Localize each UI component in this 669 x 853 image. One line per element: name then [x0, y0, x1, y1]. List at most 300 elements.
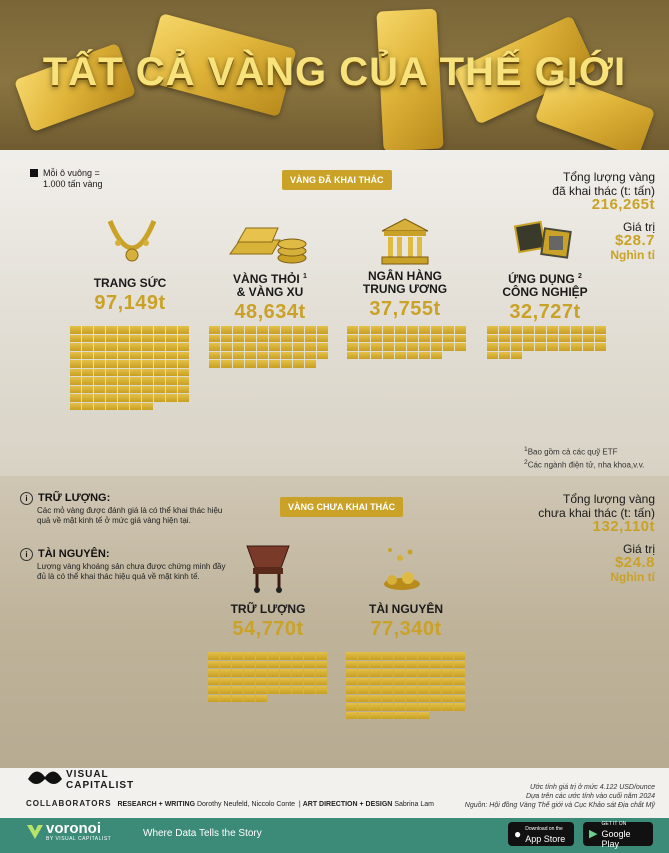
gold-square [106, 343, 117, 351]
gold-square [244, 678, 255, 686]
footnote-1: Bao gồm cả các quỹ ETF [527, 447, 618, 457]
gold-square [346, 686, 357, 694]
gold-square [70, 403, 81, 411]
gold-square [358, 703, 369, 711]
gold-square [257, 335, 268, 343]
unmined-value-amount: $24.8 [614, 554, 655, 571]
gold-square [232, 678, 243, 686]
gold-square [346, 678, 357, 686]
gold-square [394, 661, 405, 669]
mined-pill: VÀNG ĐÃ KHAI THÁC [282, 170, 392, 190]
gold-square [430, 661, 441, 669]
mine-cart-icon [243, 542, 293, 594]
gold-square [257, 343, 268, 351]
bank-icon [380, 217, 430, 267]
gold-square [499, 352, 510, 360]
category-value: 48,634t [234, 301, 306, 323]
legend-square-icon [30, 169, 38, 177]
gold-square [316, 686, 327, 694]
gold-square [208, 661, 219, 669]
gold-square [244, 695, 255, 703]
gold-square [245, 326, 256, 334]
gold-square [70, 394, 81, 402]
gold-square [370, 669, 381, 677]
voronoi-wordmark: voronoi [46, 820, 101, 837]
gold-square [232, 669, 243, 677]
gold-square [419, 343, 430, 351]
gold-square [370, 712, 381, 720]
gold-square [142, 377, 153, 385]
gold-square [208, 669, 219, 677]
gold-square [142, 352, 153, 360]
source-notes [465, 783, 655, 810]
gold-square [130, 326, 141, 334]
gold-square [547, 343, 558, 351]
gold-square [94, 369, 105, 377]
gold-square [442, 678, 453, 686]
gold-square [358, 669, 369, 677]
gold-square [383, 343, 394, 351]
gold-square [595, 326, 606, 334]
voronoi-tagline: Where Data Tells the Story [143, 828, 262, 839]
info-heading: TRỮ LƯỢNG: [38, 492, 111, 504]
gold-square [280, 686, 291, 694]
gold-square [221, 335, 232, 343]
gold-square [220, 695, 231, 703]
category-label: VÀNG THỎI [233, 272, 300, 286]
gold-square [499, 343, 510, 351]
gold-square [455, 335, 466, 343]
gold-square [418, 652, 429, 660]
gold-square [431, 335, 442, 343]
gold-square [292, 678, 303, 686]
unmined-total-line1: Tổng lượng vàng [563, 492, 655, 506]
gold-square [359, 343, 370, 351]
gold-square [382, 695, 393, 703]
gold-square [118, 335, 129, 343]
gold-square [245, 343, 256, 351]
gold-square [256, 686, 267, 694]
gold-square [208, 695, 219, 703]
gold-square [154, 343, 165, 351]
gold-square [406, 661, 417, 669]
gold-square [419, 326, 430, 334]
gold-square [394, 669, 405, 677]
necklace-icon [104, 217, 160, 267]
gold-square [82, 369, 93, 377]
gold-square [154, 377, 165, 385]
gold-square [269, 352, 280, 360]
gold-square [346, 669, 357, 677]
gold-square [487, 343, 498, 351]
gold-square [142, 403, 153, 411]
gold-square [487, 326, 498, 334]
gold-square [431, 352, 442, 360]
chip-icon [513, 218, 573, 262]
mined-total-line2: đã khai thác (t: tấn) [552, 184, 655, 198]
square-grid-resources [346, 652, 465, 719]
gold-square [406, 712, 417, 720]
category-label: TRANG SỨC [93, 276, 167, 290]
gplay-small: GET IT ON [601, 821, 627, 827]
appstore-small: Download on the [525, 826, 563, 832]
gold-square [94, 386, 105, 394]
gold-square [304, 669, 315, 677]
category-label-line2: CÔNG NGHIỆP [502, 285, 588, 299]
gold-square [154, 335, 165, 343]
gold-square [209, 352, 220, 360]
gold-square [130, 403, 141, 411]
gold-square [523, 343, 534, 351]
gold-square [142, 369, 153, 377]
gold-square [209, 335, 220, 343]
gold-square [82, 394, 93, 402]
gold-square [454, 678, 465, 686]
gold-square [359, 352, 370, 360]
gold-square [70, 343, 81, 351]
visual-capitalist-brand [66, 769, 134, 791]
category-value: 37,755t [369, 298, 441, 320]
page-title: TẤT CẢ VÀNG CỦA THẾ GIỚI [42, 50, 627, 94]
gold-square [316, 669, 327, 677]
gold-square [154, 326, 165, 334]
gold-square [317, 335, 328, 343]
gold-square [233, 326, 244, 334]
gold-square [454, 695, 465, 703]
gold-square [142, 343, 153, 351]
gold-square [154, 369, 165, 377]
gold-square [305, 326, 316, 334]
app-store-button[interactable] [508, 822, 574, 846]
gold-square [257, 326, 268, 334]
info-icon: i [20, 548, 33, 561]
gold-square [418, 669, 429, 677]
gold-square [293, 352, 304, 360]
footnote-2: Các ngành điện tử, nha khoa,v.v. [527, 460, 645, 470]
unmined-total-value: 132,110t [592, 518, 655, 535]
gold-square [142, 360, 153, 368]
square-grid-central-banks [347, 326, 466, 359]
gold-square [347, 343, 358, 351]
gold-square [142, 326, 153, 334]
footnotes: $^1$Bao gồm cả các quỹ ETF $^2$Các ngành điện tử, nha khoa,v.v. [524, 446, 645, 470]
gold-square [442, 695, 453, 703]
gold-square [382, 669, 393, 677]
gold-square [358, 652, 369, 660]
gold-square [547, 326, 558, 334]
category-industrial [485, 270, 605, 324]
gold-square [418, 712, 429, 720]
gold-square [293, 360, 304, 368]
unmined-value-unit: Nghìn tỉ [610, 570, 655, 584]
gold-square [70, 352, 81, 360]
gold-square [130, 377, 141, 385]
gold-square [382, 712, 393, 720]
brand-line1: VISUAL [66, 769, 109, 780]
gold-square [418, 678, 429, 686]
gold-square [166, 369, 177, 377]
category-central-banks [345, 270, 465, 321]
gold-square [395, 343, 406, 351]
gold-square [511, 352, 522, 360]
gold-square [305, 335, 316, 343]
gold-square [245, 335, 256, 343]
gold-square [221, 360, 232, 368]
gold-square [233, 352, 244, 360]
unmined-total [538, 492, 655, 584]
gold-square [382, 678, 393, 686]
gold-square [178, 394, 189, 402]
category-value: 77,340t [370, 618, 442, 640]
gold-square [442, 652, 453, 660]
gold-square [106, 360, 117, 368]
info-resources [20, 548, 230, 582]
gold-square [209, 326, 220, 334]
gold-square [595, 343, 606, 351]
gold-square [406, 678, 417, 686]
category-label: ỨNG DỤNG [508, 272, 575, 286]
gold-square [559, 343, 570, 351]
source-line3: Nguồn: Hội đồng Vàng Thế giới và Cục Khảo sát Địa chất Mỹ [464, 802, 655, 809]
category-resources [346, 603, 466, 641]
gold-square [268, 686, 279, 694]
gold-square [595, 335, 606, 343]
mined-total-line1: Tổng lượng vàng [563, 170, 655, 184]
gold-square [280, 661, 291, 669]
gold-square [281, 360, 292, 368]
gold-square [316, 652, 327, 660]
gold-square [178, 352, 189, 360]
gold-square [430, 652, 441, 660]
gold-square [394, 712, 405, 720]
gold-square [454, 652, 465, 660]
info-reserves [20, 492, 230, 526]
gold-square [304, 661, 315, 669]
gold-square [178, 326, 189, 334]
gold-square [293, 343, 304, 351]
gplay-label: Google Play [601, 829, 631, 849]
category-label: NGÂN HÀNG [368, 269, 442, 283]
gold-square [178, 360, 189, 368]
gold-square [395, 352, 406, 360]
gold-square [130, 360, 141, 368]
gold-square [221, 343, 232, 351]
gold-square [571, 335, 582, 343]
gold-square [209, 343, 220, 351]
gold-square [280, 678, 291, 686]
gold-square [559, 335, 570, 343]
gold-square [94, 335, 105, 343]
gold-square [256, 695, 267, 703]
gold-square [208, 652, 219, 660]
gold-square [371, 343, 382, 351]
gold-square [256, 652, 267, 660]
gold-square [221, 352, 232, 360]
gold-square [370, 661, 381, 669]
unmined-total-line2: chưa khai thác (t: tấn) [538, 506, 655, 520]
gold-square [317, 343, 328, 351]
appstore-label: App Store [525, 834, 566, 844]
gold-square [370, 703, 381, 711]
gold-square [281, 326, 292, 334]
gold-square [166, 377, 177, 385]
gold-square [256, 678, 267, 686]
gold-square [118, 386, 129, 394]
gold-square [305, 343, 316, 351]
category-reserves [208, 603, 328, 641]
gold-square [232, 661, 243, 669]
gold-square [281, 343, 292, 351]
legend [30, 168, 103, 190]
gold-square [454, 661, 465, 669]
gold-square [233, 360, 244, 368]
category-bars-coins [210, 270, 330, 324]
gold-square [535, 343, 546, 351]
mined-value-amount: $28.7 [614, 232, 655, 249]
source-line1: Ước tính giá trị ở mức 4.122 USD/ounce [529, 784, 655, 791]
gold-square [106, 369, 117, 377]
gold-square [383, 352, 394, 360]
gold-square [316, 678, 327, 686]
gold-square [455, 343, 466, 351]
gold-square [430, 678, 441, 686]
gold-square [487, 335, 498, 343]
gold-square [268, 661, 279, 669]
gold-square [94, 394, 105, 402]
gold-square [178, 369, 189, 377]
gold-square [166, 343, 177, 351]
gold-square [154, 386, 165, 394]
gold-square [70, 326, 81, 334]
gold-square [407, 352, 418, 360]
gold-square [418, 686, 429, 694]
gold-square [166, 386, 177, 394]
gold-square [94, 360, 105, 368]
gold-square [232, 686, 243, 694]
gold-square [358, 695, 369, 703]
gold-square [382, 686, 393, 694]
gold-square [370, 652, 381, 660]
gold-square [142, 394, 153, 402]
gold-square [292, 661, 303, 669]
gold-square [293, 335, 304, 343]
gold-square [70, 360, 81, 368]
gold-square [382, 703, 393, 711]
gold-square [523, 335, 534, 343]
mined-value-label: Giá trị [622, 220, 655, 234]
gold-square [268, 678, 279, 686]
gold-square [220, 652, 231, 660]
research-names: Dorothy Neufeld, Niccolo Conte [196, 801, 296, 808]
gold-square [418, 661, 429, 669]
gold-square [430, 703, 441, 711]
category-value: 97,149t [94, 292, 166, 314]
gold-square [406, 695, 417, 703]
gold-square [305, 352, 316, 360]
gold-square [394, 686, 405, 694]
gold-square [220, 678, 231, 686]
gold-square [442, 669, 453, 677]
gold-square [347, 335, 358, 343]
gold-square [178, 386, 189, 394]
gold-square [232, 652, 243, 660]
gold-square [118, 326, 129, 334]
gold-square [281, 352, 292, 360]
gold-square [209, 360, 220, 368]
gold-square [94, 352, 105, 360]
gold-square [346, 652, 357, 660]
art-names: Sabrina Lam [394, 801, 435, 808]
gold-square [118, 377, 129, 385]
gold-square [571, 326, 582, 334]
gold-square [280, 652, 291, 660]
gold-square [371, 326, 382, 334]
gold-square [233, 335, 244, 343]
play-icon: ▶ [589, 828, 598, 840]
footnote-marker: 1 [303, 273, 307, 280]
gold-square [245, 352, 256, 360]
gold-square [94, 377, 105, 385]
gold-square [454, 686, 465, 694]
gold-square [316, 661, 327, 669]
gold-square [106, 386, 117, 394]
gold-square [82, 403, 93, 411]
gold-square [142, 386, 153, 394]
gold-square [82, 352, 93, 360]
gold-square [317, 326, 328, 334]
gold-square [70, 335, 81, 343]
gold-square [358, 678, 369, 686]
gold-square [293, 326, 304, 334]
gold-square [535, 335, 546, 343]
gold-square [70, 377, 81, 385]
gold-square [395, 326, 406, 334]
gold-square [256, 661, 267, 669]
source-line2: Dựa trên các ước tính vào cuối năm 2024 [525, 793, 655, 800]
gold-square [118, 394, 129, 402]
gold-square [547, 335, 558, 343]
gold-square [430, 695, 441, 703]
gold-square [232, 695, 243, 703]
gold-nuggets-icon [380, 544, 424, 592]
gold-square [358, 661, 369, 669]
square-grid-bars-coins [209, 326, 328, 368]
gold-square [166, 360, 177, 368]
gold-square [130, 386, 141, 394]
google-play-button[interactable] [583, 821, 653, 849]
gold-square [166, 326, 177, 334]
gold-square [559, 326, 570, 334]
gold-square [487, 352, 498, 360]
gold-square [256, 669, 267, 677]
art-label: ART DIRECTION + DESIGN [302, 801, 393, 808]
visual-capitalist-logo-icon [26, 765, 64, 789]
gold-square [571, 343, 582, 351]
brand-line2: CAPITALIST [66, 780, 135, 791]
gold-square [94, 403, 105, 411]
gold-square [358, 686, 369, 694]
gold-square [305, 360, 316, 368]
gold-square [106, 394, 117, 402]
gold-square [370, 686, 381, 694]
gold-square [178, 377, 189, 385]
gold-square [347, 352, 358, 360]
gold-square [268, 652, 279, 660]
gold-square [317, 352, 328, 360]
gold-square [443, 335, 454, 343]
gold-square [304, 686, 315, 694]
gold-bars-coins-icon [228, 218, 308, 264]
